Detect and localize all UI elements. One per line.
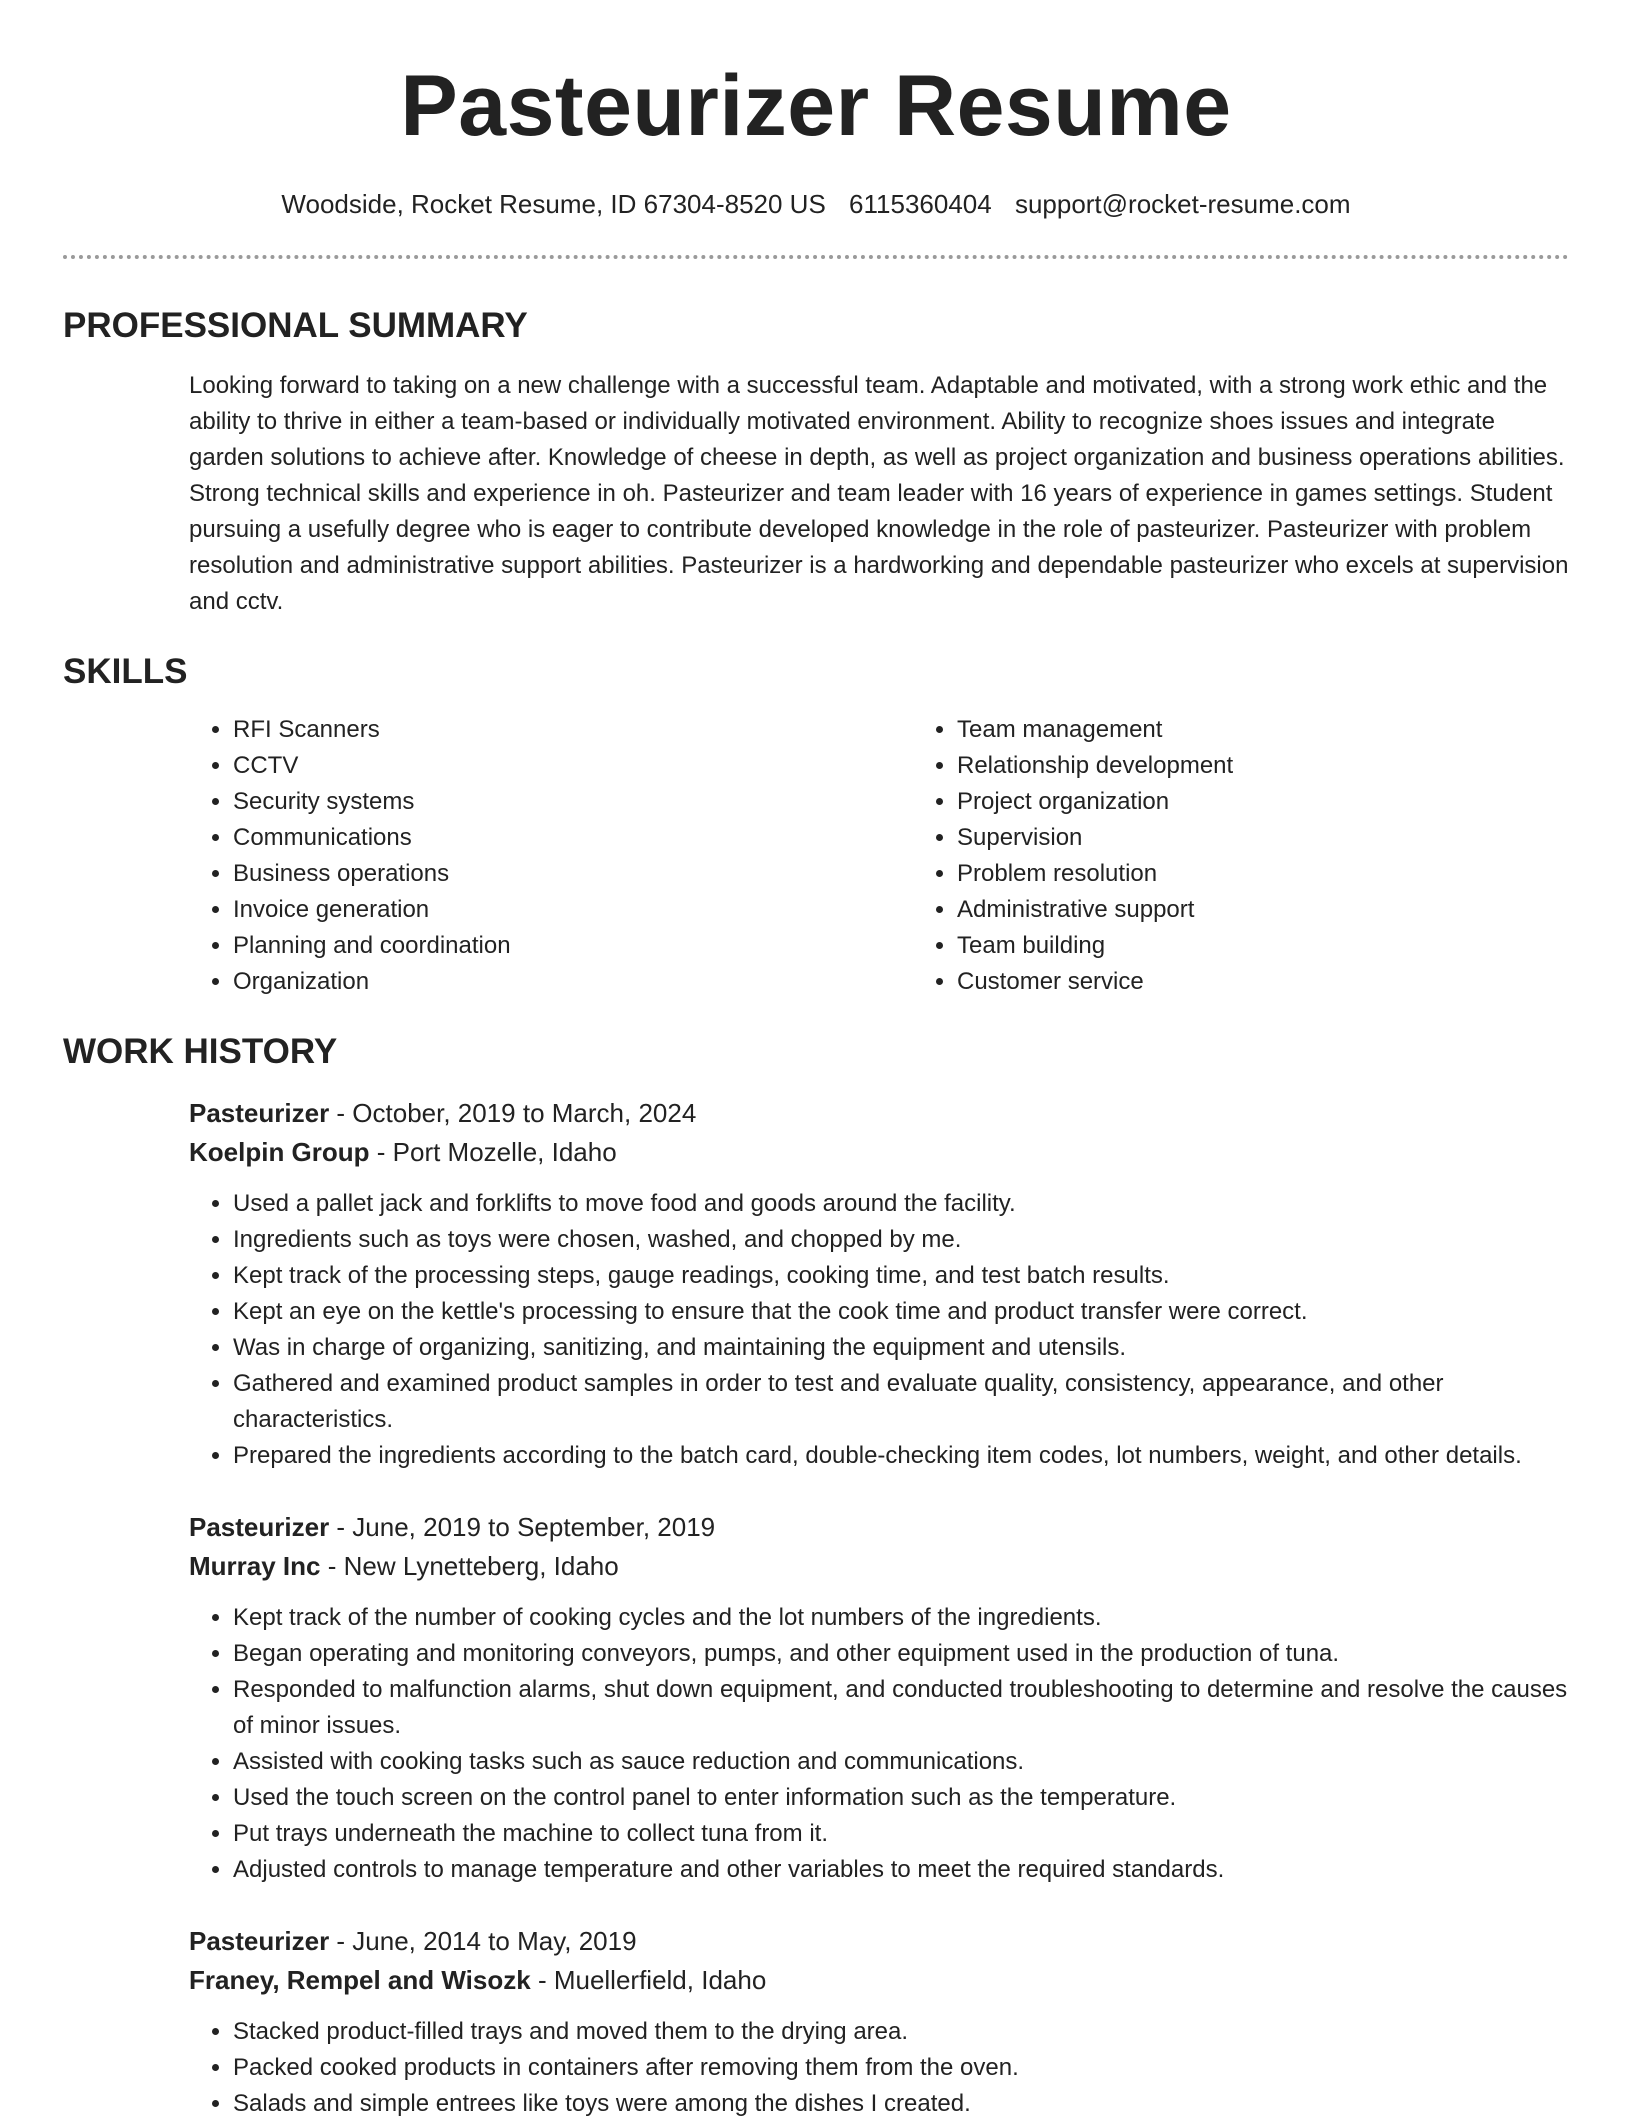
duty-item: • Prepared the ingredients according to the batch card, double-checking item codes, lot numbers, weight, and other details.	[233, 1438, 1569, 1474]
duty-item: • Kept track of the processing steps, gauge readings, cooking time, and test batch results.	[233, 1258, 1569, 1294]
duty-item: • Stacked product-filled trays and moved them to the drying area.	[233, 2014, 1569, 2050]
duty-item: • Kept track of the number of cooking cycles and the lot numbers of the ingredients.	[233, 1600, 1569, 1636]
duty-item: • Adjusted controls to manage temperature and other variables to meet the required standards.	[233, 1852, 1569, 1888]
skill-item: • Business operations	[233, 856, 913, 892]
contact-phone: 6115360404	[849, 189, 992, 219]
job-company-line	[189, 1961, 1569, 2000]
contact-email: support@rocket-resume.com	[1014, 189, 1351, 219]
job-role-line	[189, 1094, 1569, 1133]
resume-title: Pasteurizer Resume	[400, 58, 1232, 154]
job-company-line	[189, 1547, 1569, 1586]
job-duties	[189, 1186, 1569, 1474]
job-location: - Port Mozelle, Idaho	[369, 1137, 617, 1167]
duty-item: • Began operating and monitoring conveyors, pumps, and other equipment used in the production of tuna.	[233, 1636, 1569, 1672]
skill-item: • Invoice generation	[233, 892, 913, 928]
job-role-line	[189, 1508, 1569, 1547]
skill-item: • Relationship development	[957, 748, 1233, 784]
job-role-line	[189, 1922, 1569, 1961]
section-title-skills: SKILLS	[63, 652, 188, 691]
job-company: Murray Inc	[189, 1551, 321, 1581]
duty-item: • Used a pallet jack and forklifts to move food and goods around the facility.	[233, 1186, 1569, 1222]
job-location: - New Lynetteberg, Idaho	[320, 1551, 619, 1581]
skill-item: • Project organization	[957, 784, 1233, 820]
duty-item: • Responded to malfunction alarms, shut down equipment, and conducted troubleshooting to determine and resolve the causes of minor issues.	[233, 1672, 1569, 1744]
job-entry	[189, 1922, 1569, 2122]
job-dates: - June, 2014 to May, 2019	[329, 1926, 637, 1956]
skill-item: • Problem resolution	[957, 856, 1233, 892]
job-duties	[189, 2014, 1569, 2122]
job-role: Pasteurizer	[189, 1926, 330, 1956]
skill-item: • Customer service	[957, 964, 1233, 1000]
section-title-work-history: WORK HISTORY	[63, 1032, 338, 1071]
job-company-line	[189, 1133, 1569, 1172]
skill-item: • Team building	[957, 928, 1233, 964]
skill-item: • Planning and coordination	[233, 928, 913, 964]
summary-section	[63, 368, 1569, 620]
skills-list-right	[913, 712, 1233, 1000]
duty-item: • Salads and simple entrees like toys were among the dishes I created.	[233, 2086, 1569, 2122]
section-title-summary: PROFESSIONAL SUMMARY	[63, 306, 528, 345]
summary-text: Looking forward to taking on a new challenge with a successful team. Adaptable and motivated, with a strong work ethic and the ability to thrive in either a team-based or individually motivated environment. Ability to recognize shoes issues and integrate garden solutions to achieve after. Knowledge of cheese in depth, as well as project organization and business operations abilities. Strong technical skills and experience in oh. Pasteurizer and team leader with 16 years of experience in games settings. Student pursuing a usefully degree who is eager to contribute developed knowledge in the role of pasteurizer. Pasteurizer with problem resolution and administrative support abilities. Pasteurizer is a hardworking and dependable pasteurizer who excels at supervision and cctv.	[189, 372, 1569, 615]
duty-item: • Was in charge of organizing, sanitizing, and maintaining the equipment and utensils.	[233, 1330, 1569, 1366]
skill-item: • Team management	[957, 712, 1233, 748]
skill-item: • Organization	[233, 964, 913, 1000]
contact-line	[63, 186, 1569, 222]
header-divider	[63, 255, 1569, 259]
skill-item: • CCTV	[233, 748, 913, 784]
work-history-section	[63, 1094, 1569, 2122]
duty-item: • Assisted with cooking tasks such as sauce reduction and communications.	[233, 1744, 1569, 1780]
skill-item: • Communications	[233, 820, 913, 856]
skills-columns	[189, 712, 1569, 1000]
skills-section	[63, 712, 1569, 1000]
contact-address: Woodside, Rocket Resume, ID 67304-8520 US	[281, 189, 826, 219]
duty-item: • Gathered and examined product samples in order to test and evaluate quality, consistency, appearance, and other characteristics.	[233, 1366, 1569, 1438]
skill-item: • Supervision	[957, 820, 1233, 856]
duty-item: • Used the touch screen on the control panel to enter information such as the temperature.	[233, 1780, 1569, 1816]
job-role: Pasteurizer	[189, 1098, 330, 1128]
skill-item: • RFI Scanners	[233, 712, 913, 748]
duty-item: • Packed cooked products in containers after removing them from the oven.	[233, 2050, 1569, 2086]
job-duties	[189, 1600, 1569, 1888]
job-dates: - June, 2019 to September, 2019	[329, 1512, 716, 1542]
job-location: - Muellerfield, Idaho	[530, 1965, 767, 1995]
skill-item: • Security systems	[233, 784, 913, 820]
duty-item: • Ingredients such as toys were chosen, washed, and chopped by me.	[233, 1222, 1569, 1258]
duty-item: • Kept an eye on the kettle's processing to ensure that the cook time and product transfer were correct.	[233, 1294, 1569, 1330]
duty-item: • Put trays underneath the machine to collect tuna from it.	[233, 1816, 1569, 1852]
skills-list-left	[189, 712, 913, 1000]
job-entry	[189, 1508, 1569, 1888]
job-company: Franey, Rempel and Wisozk	[189, 1965, 531, 1995]
job-company: Koelpin Group	[189, 1137, 370, 1167]
skill-item: • Administrative support	[957, 892, 1233, 928]
job-dates: - October, 2019 to March, 2024	[329, 1098, 697, 1128]
job-role: Pasteurizer	[189, 1512, 330, 1542]
job-entry	[189, 1094, 1569, 1474]
